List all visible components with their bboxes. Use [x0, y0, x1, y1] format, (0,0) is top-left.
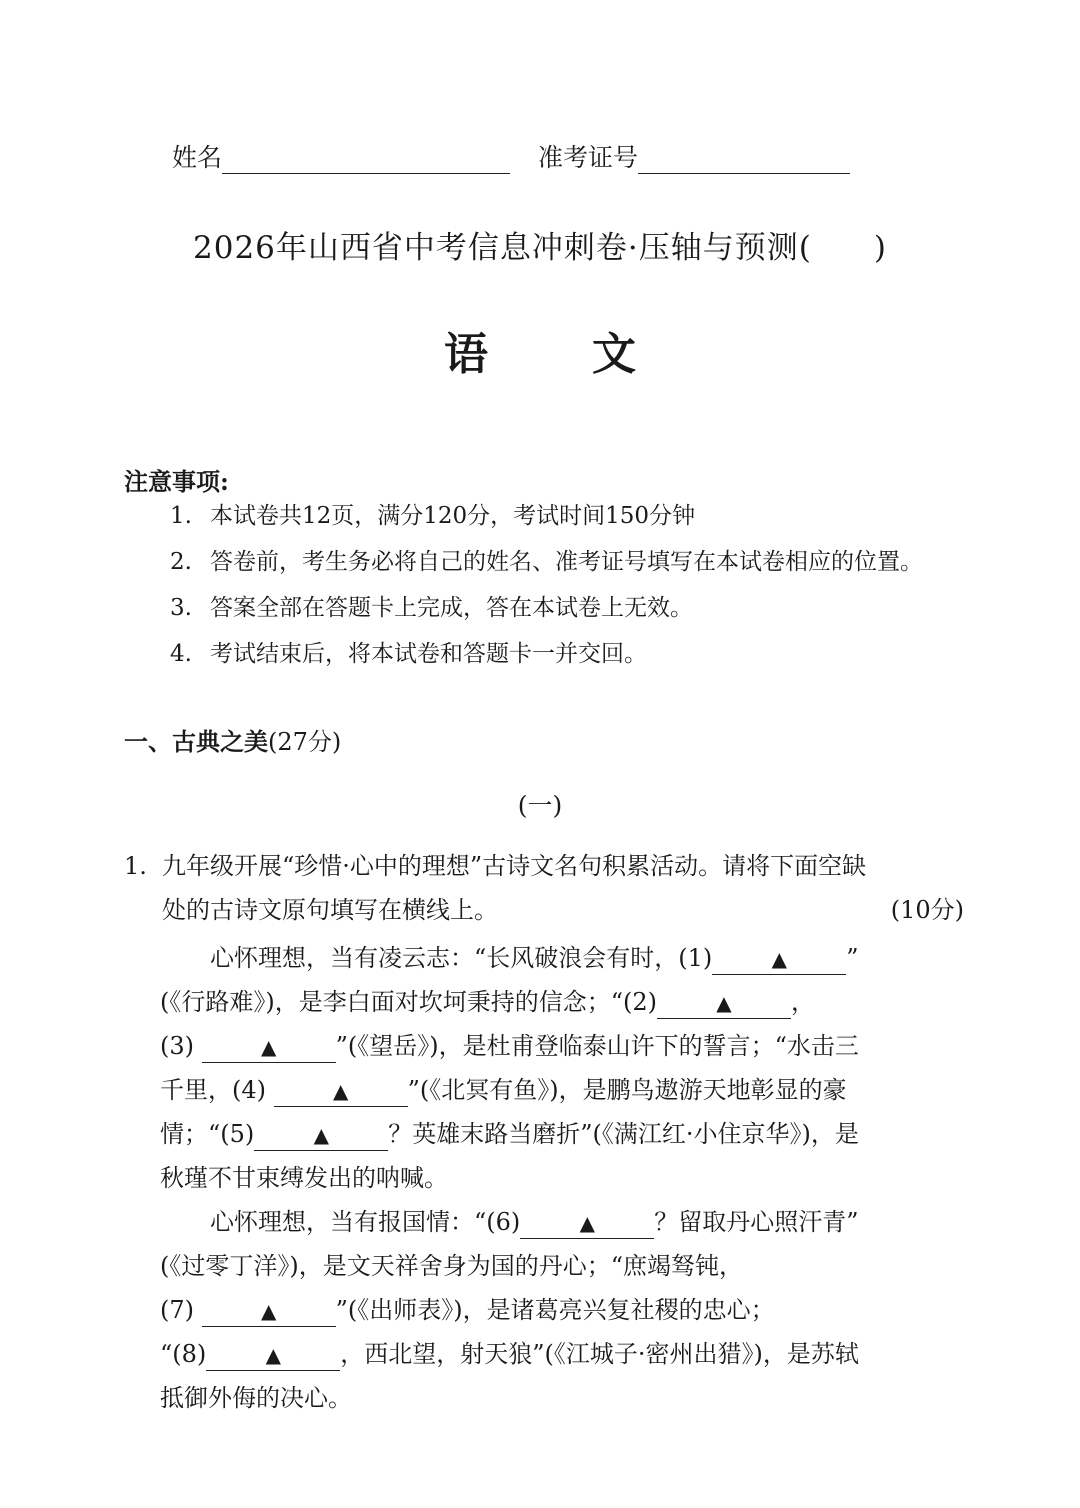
answer-blank-8[interactable]	[206, 1340, 340, 1371]
question-number: 1.	[124, 852, 147, 880]
answer-blank-1[interactable]	[712, 944, 846, 975]
blank-marker-icon: ▲	[260, 1035, 277, 1059]
paragraph-1: 心怀理想，当有凌云志：“长风破浪会有时，(1) ▲ ” (《行路难》)，是李白面对坎坷秉持的信念；“(2) ▲ ， (3) ▲ ”(《望岳》)，是杜甫登临泰山许下的誓言；“水击三 千里，(4) ▲ ”(《北冥有鱼》)，是鹏鸟遨游天地彰显的豪 情；“(5) ▲ ？英雄末路当磨折”(《满江红·小住京华》)，是 秋瑾不甘束缚发出的呐喊。	[160, 944, 859, 1192]
exam-number-label: 准考证号	[538, 143, 639, 172]
exam-title-text: 2026年山西省中考信息冲刺卷·压轴与预测	[193, 230, 799, 266]
blank-marker-icon: ▲	[771, 947, 787, 971]
blank-marker-icon: ▲	[716, 991, 732, 1015]
notice-item: 2. 答卷前，考生务必将自己的姓名、准考证号填写在本试卷相应的位置。	[170, 549, 923, 575]
question-stem-line-1: 九年级开展“珍惜·心中的理想”古诗文名句积累活动。请将下面空缺	[162, 852, 867, 880]
blank-marker-icon: ▲	[265, 1343, 281, 1367]
answer-blank-3[interactable]	[202, 1032, 336, 1063]
name-label: 姓名	[172, 143, 223, 172]
question-1	[124, 846, 964, 934]
answer-blank-6[interactable]	[520, 1208, 654, 1239]
paragraph-2: 心怀理想，当有报国情：“(6) ▲ ？留取丹心照汗青” (《过零丁洋》)，是文天祥舍身为国的丹心；“庶竭驽钝， (7) ▲ ”(《出师表》)，是诸葛亮兴复社稷的忠心； “(8) ▲ ，西北望，射天狼”(《江城子·密州出猎》)，是苏轼 抵御外侮的决心。	[160, 1208, 859, 1412]
exam-title	[0, 222, 1080, 267]
answer-blank-7[interactable]	[202, 1296, 336, 1327]
answer-blank-5[interactable]	[254, 1120, 388, 1151]
title-paren-open: (	[798, 230, 812, 266]
notice-item: 4. 考试结束后，将本试卷和答题卡一并交回。	[170, 641, 647, 667]
question-stem-line-2: 处的古诗文原句填写在横线上。	[162, 896, 498, 924]
name-blank	[222, 147, 510, 174]
notice-title: 注意事项:	[124, 467, 229, 496]
candidate-info-line	[172, 138, 850, 174]
section-score: (27分)	[268, 728, 342, 756]
subject-char-2: 文	[592, 329, 636, 380]
subject-char-1: 语	[444, 329, 488, 380]
subject-title	[0, 318, 1080, 382]
blank-marker-icon: ▲	[579, 1211, 595, 1235]
notice-item: 3. 答案全部在答题卡上完成，答在本试卷上无效。	[170, 595, 693, 621]
blank-marker-icon: ▲	[260, 1299, 277, 1323]
exam-number-blank	[638, 147, 850, 174]
notice-list	[170, 500, 990, 684]
section-title: 一、古典之美(27分)	[124, 727, 342, 756]
blank-marker-icon: ▲	[332, 1079, 349, 1103]
answer-blank-2[interactable]	[657, 988, 791, 1019]
notice-item: 1. 本试卷共12页，满分120分，考试时间150分钟	[170, 503, 696, 529]
sub-heading: (一)	[517, 791, 563, 820]
answer-blank-4[interactable]	[274, 1076, 408, 1107]
title-paren-close: )	[873, 230, 887, 266]
blank-marker-icon: ▲	[313, 1123, 329, 1147]
question-points: (10分)	[890, 896, 964, 924]
